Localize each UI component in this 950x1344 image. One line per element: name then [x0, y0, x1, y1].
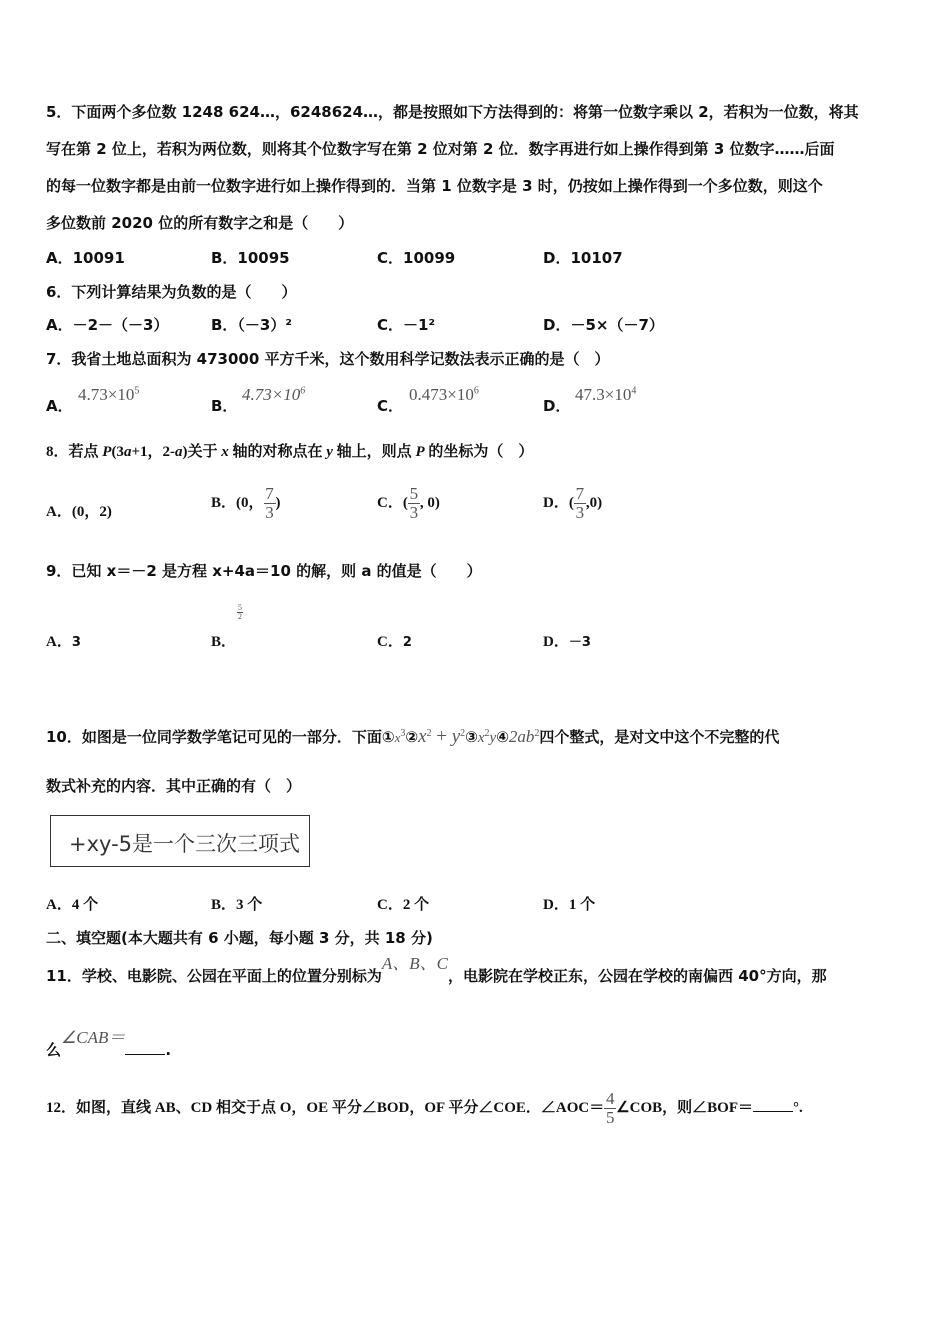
q9-option-d: D．－3	[543, 634, 591, 650]
q8-option-c: C．( $\frac{5}{3}$ , 0)	[377, 484, 440, 523]
q11-line-2: 么∠CAB＝.	[46, 1028, 172, 1059]
q7-option-b-value: $4.73\times 10^6$	[242, 385, 306, 404]
q10-option-b: B．3 个	[211, 897, 263, 913]
q5-line-4: 多位数前 2020 位的所有数字之和是（ ）	[46, 214, 354, 232]
q9-stem: 9．已知 x＝－2 是方程 x+4a＝10 的解，则 a 的值是（ ）	[46, 562, 482, 580]
q7-option-c-label: C．	[377, 397, 404, 415]
section-2-title: 二、填空题(本大题共有 6 小题，每小题 3 分，共 18 分)	[46, 929, 433, 947]
q8-option-d: D．( $\frac{7}{3}$ ,0)	[543, 484, 603, 523]
fraction: $\frac{7}{3}$	[265, 484, 274, 523]
q7-stem: 7．我省土地总面积为 473000 平方千米，这个数用科学记数法表示正确的是（ ）	[46, 350, 610, 368]
q6-option-c: C．－1²	[377, 316, 436, 334]
fraction: $\frac{4}{5}$	[605, 1089, 615, 1128]
q6-option-a: A．－2－（－3）	[46, 316, 169, 334]
q10-option-c: C．2 个	[377, 897, 430, 913]
q9-option-c: C．2	[377, 634, 412, 650]
q6-stem: 6．下列计算结果为负数的是（ ）	[46, 283, 297, 301]
q7-option-b-label: B．	[211, 397, 238, 415]
q8-option-b: B．(0， $\frac{7}{3}$ )	[211, 484, 281, 523]
q7-option-d-label: D．	[543, 397, 571, 415]
answer-blank[interactable]	[753, 1097, 793, 1112]
q5-line-2: 写在第 2 位上，若积为两位数，则将其个位数字写在第 2 位对第 2 位．数字再进行如上操作得到第 3 位数字……后面	[46, 140, 835, 158]
q8-stem: 8．若点 P(3a+1，2-a)关于 x 轴的对称点在 y 轴上，则点 P 的坐标为（ ）	[46, 444, 534, 460]
q5-option-a: A．10091	[46, 249, 125, 267]
q9-option-b-fraction: $\frac{5}{2}$	[238, 603, 242, 621]
q7-option-a-label: A．	[46, 397, 73, 415]
q10-line-2: 数式补充的内容．其中正确的有（ ）	[46, 777, 302, 795]
q6-option-d: D．－5×（－7）	[543, 316, 664, 334]
q10-option-d: D．1 个	[543, 897, 596, 913]
q11-line-1: 11．学校、电影院、公园在平面上的位置分别标为A、B、C，电影院在学校正东，公园在学校的南偏西 40°方向，那	[46, 954, 827, 985]
q9-option-a: A．3	[46, 634, 81, 650]
q5-line-1: 5．下面两个多位数 1248 624…，6248624…，都是按照如下方法得到的：将第一位数字乘以 2，若积为一位数，将其	[46, 103, 859, 121]
q7-option-d-value: $47.3\times 10^4$	[575, 385, 637, 404]
q7-option-a-value: $4.73\times 10^5$	[78, 385, 140, 404]
notebook-text: +xy-5是一个三次三项式	[69, 832, 301, 856]
q10-stem: 10．如图是一位同学数学笔记可见的一部分．下面$①x^3②x^2$ + $y^2③x^2y④2ab^2$四个整式，是对文中这个不完整的代	[46, 726, 780, 747]
q12-stem: 12．如图，直线 AB、CD 相交于点 O，OE 平分∠BOD，OF 平分∠COE．∠AOC＝ $\frac{4}{5}$ ∠COB，则∠BOF＝ °.	[46, 1089, 803, 1128]
fraction: $\frac{5}{3}$	[409, 484, 419, 523]
notebook-image	[50, 815, 310, 867]
q5-option-b: B．10095	[211, 249, 290, 267]
answer-blank[interactable]	[125, 1040, 165, 1055]
fraction: $\frac{7}{3}$	[575, 484, 585, 523]
q5-option-c: C．10099	[377, 249, 456, 267]
q8-option-a: A．(0，2)	[46, 504, 112, 520]
q5-option-d: D．10107	[543, 249, 623, 267]
q7-option-c-value: $0.473\times 10^6$	[409, 385, 479, 404]
q10-option-a: A．4 个	[46, 897, 99, 913]
q5-line-3: 的每一位数字都是由前一位数字进行如上操作得到的．当第 1 位数字是 3 时，仍按如上操作得到一个多位数，则这个	[46, 177, 823, 195]
q9-option-b-label: B．	[211, 634, 237, 650]
q6-option-b: B．（－3）²	[211, 316, 292, 334]
